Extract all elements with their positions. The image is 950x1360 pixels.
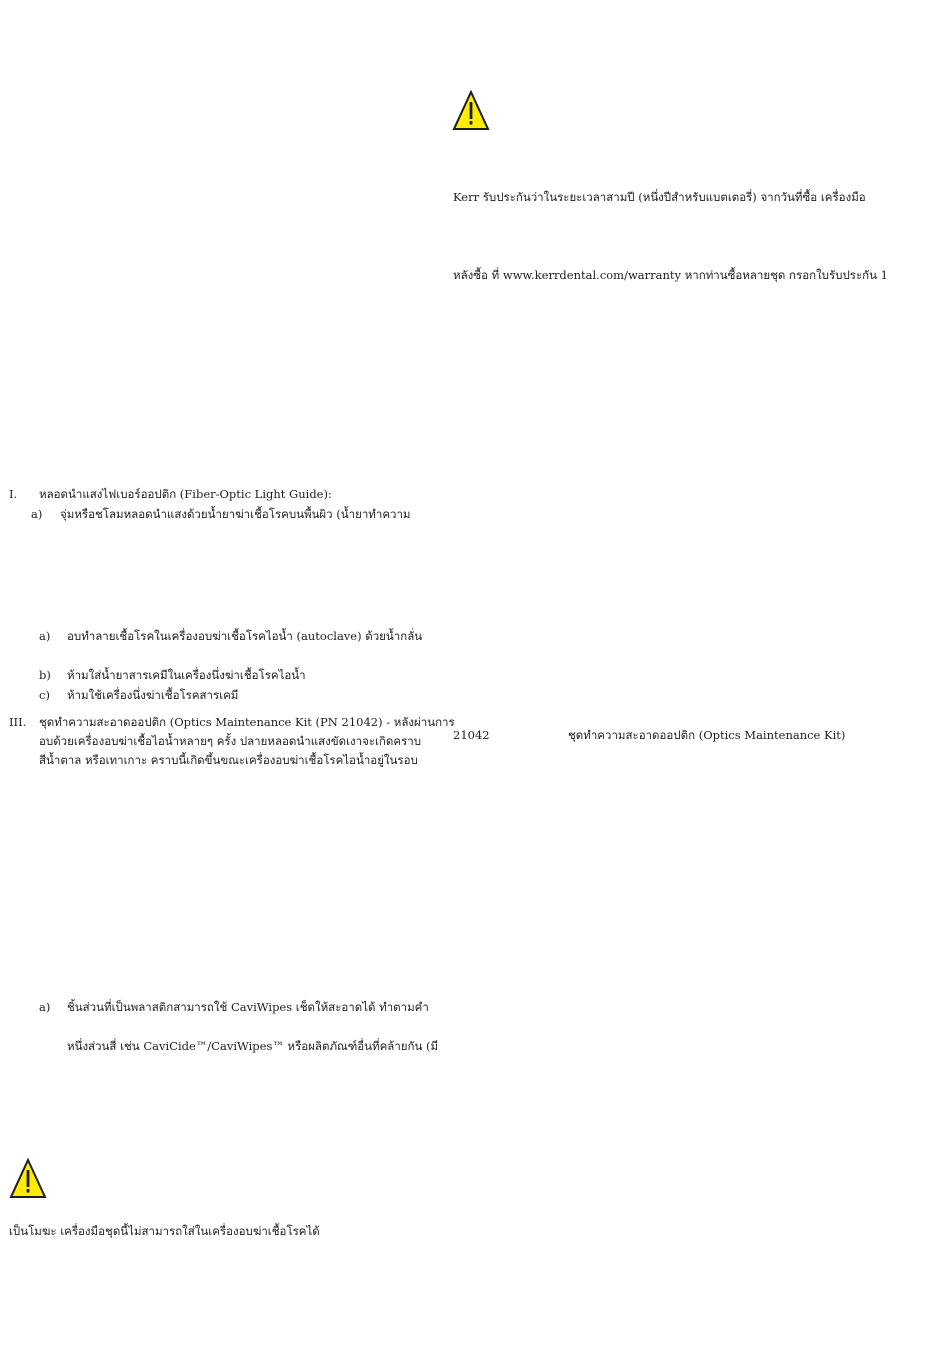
section-1-title: หลอดนำแสงไฟเบอร์ออปติก (Fiber-Optic Light Guide): xyxy=(39,487,332,501)
warning-triangle-icon xyxy=(9,1158,47,1199)
bottom-note: เป็นโมฆะ เครื่องมือชุดนี้ไม่สามารถใส่ในเครื่องอบฆ่าเชื้อโรคได้ xyxy=(9,1224,320,1238)
section-4-item-a-line-1: ชิ้นส่วนที่เป็นพลาสติกสามารถใช้ CaviWipes เช็ดให้สะอาดได้ ทำตามคำ xyxy=(67,1000,429,1014)
section-3-line-2: อบด้วยเครื่องอบฆ่าเชื้อไอน้ำหลายๆ ครั้ง ปลายหลอดนำแสงขัดเงาจะเกิดคราบ xyxy=(39,734,421,748)
kit-name: ชุดทำความสะอาดออปติก (Optics Maintenance Kit) xyxy=(568,728,846,742)
section-2-item-c-label: c) xyxy=(39,688,50,702)
section-1-number: I. xyxy=(9,487,18,501)
section-2-item-a-label: a) xyxy=(39,629,51,643)
section-2-item-c-text: ห้ามใช้เครื่องนึ่งฆ่าเชื้อโรคสารเคมี xyxy=(67,688,239,702)
section-3-line-1: ชุดทำความสะอาดออปติก (Optics Maintenance Kit (PN 21042) - หลังผ่านการ xyxy=(39,715,455,729)
section-4-item-a-label: a) xyxy=(39,1000,51,1014)
warranty-text-line-1: Kerr รับประกันว่าในระยะเวลาสามปี (หนึ่งปีสำหรับแบตเตอรี่) จากวันที่ซื้อ เครื่องมือ xyxy=(453,190,866,204)
section-3-line-3: สีน้ำตาล หรือเทาเกาะ คราบนี้เกิดขึ้นขณะเครื่องอบฆ่าเชื้อโรคไอน้ำอยู่ในรอบ xyxy=(39,753,418,767)
section-4-item-a-line-2: หนึ่งส่วนสี่ เช่น CaviCide™/CaviWipes™ หรือผลิตภัณฑ์อื่นที่คล้ายกัน (มี xyxy=(67,1039,439,1053)
kit-part-number: 21042 xyxy=(453,728,490,742)
section-3-number: III. xyxy=(9,715,27,729)
section-2-item-b-text: ห้ามใส่น้ำยาสารเคมีในเครื่องนึ่งฆ่าเชื้อโรคไอน้ำ xyxy=(67,668,306,682)
warranty-text-line-2: หลังซื้อ ที่ www.kerrdental.com/warranty หากท่านซื้อหลายชุด กรอกใบรับประกัน 1 xyxy=(453,268,888,282)
section-1-item-a-label: a) xyxy=(31,507,43,521)
section-1-item-a-text: จุ่มหรือชโลมหลอดนำแสงด้วยน้ำยาฆ่าเชื้อโรคบนพื้นผิว (น้ำยาทำความ xyxy=(60,507,411,521)
section-2-item-a-text: อบทำลายเชื้อโรคในเครื่องอบฆ่าเชื้อโรคไอน้ำ (autoclave) ด้วยน้ำกลั่น xyxy=(67,629,423,643)
warning-triangle-icon xyxy=(452,90,490,131)
section-2-item-b-label: b) xyxy=(39,668,51,682)
